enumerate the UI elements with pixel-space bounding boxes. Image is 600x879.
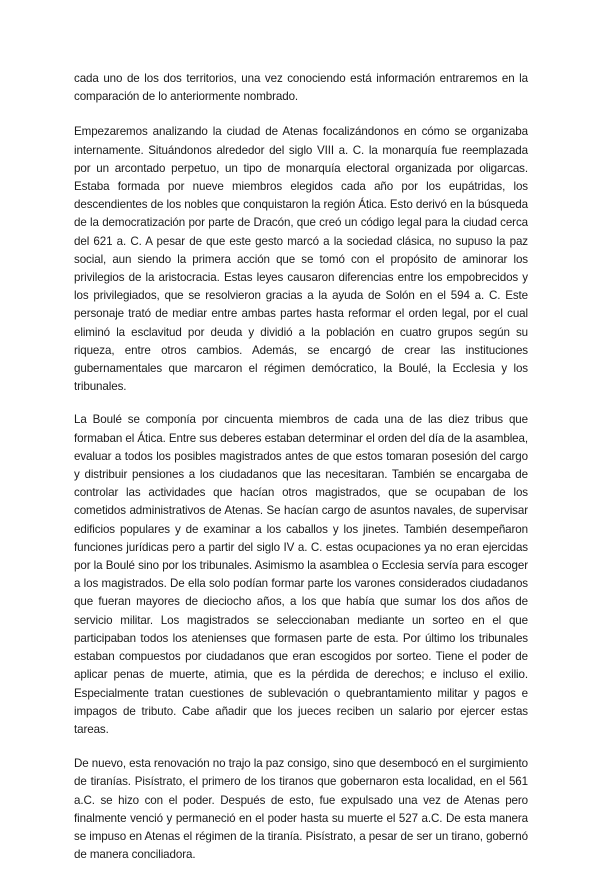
- paragraph-boule-ecclesia-tribunales: La Boulé se componía por cincuenta miembros de cada una de las diez tribus que formaban el Ática. Entre sus deberes estaban determinar el orden del día de la asamblea, evaluar a todos los posibles magistrados antes de que estos tomaran posesión del cargo y distribuir pensiones a los ciudadanos que las necesitaran. También se encargaba de controlar las actividades que hacían otros magistrados, que se ocupaban de los cometidos administrativos de Atenas. Se hacían cargo de asuntos navales, de supervisar edificios populares y de examinar a los caballos y los jinetes. También desempeñaron funciones jurídicas pero a partir del siglo IV a. C. estas ocupaciones ya no eran ejercidas por la Boulé sino por los tribunales. Asimismo la asamblea o Ecclesia servía para escoger a los magistrados. De ella solo podían formar parte los varones considerados ciudadanos que fueran mayores de dieciocho años, a los que había que sumar los dos años de servicio militar. Los magistrados se seleccionaban mediante un sorteo en el que participaban todos los atenienses que formasen parte de esta. Por último los tribunales estaban compuestos por ciudadanos que eran escogidos por sorteo. Tiene el poder de aplicar penas de muerte, atimia, que es la pérdida de derechos; e incluso el exilio. Especialmente tratan cuestiones de sublevación o quebrantamiento militar y pagos e impagos de tributo. Cabe añadir que los jueces reciben un salario por ejercer estas tareas.: [74, 413, 528, 736]
- document-page: [74, 70, 528, 879]
- paragraph-tiranias: De nuevo, esta renovación no trajo la paz consigo, sino que desembocó en el surgimiento de tiranías. Pisístrato, el primero de los tiranos que gobernaron esta localidad, en el 561 a.C. se hizo con el poder. Después de esto, fue expulsado una vez de Atenas pero finalmente venció y permaneció en el poder hasta su muerte el 527 a.C. De esta manera se impuso en Atenas el régimen de la tiranía. Pisístrato, a pesar de ser un tirano, gobernó de manera conciliadora.: [74, 757, 528, 862]
- paragraph-atenas-organizacion: Empezaremos analizando la ciudad de Atenas focalizándonos en cómo se organizaba internamente. Situándonos alrededor del siglo VIII a. C. la monarquía fue reemplazada por un arcontado perpetuo, un tipo de monarquía electoral organizada por oligarcas. Estaba formada por nueve miembros elegidos cada año por los eupátridas, los descendientes de los nobles que conquistaron la región Ática. Esto derivó en la búsqueda de la democratización por parte de Dracón, que creó un código legal para la ciudad cerca del 621 a. C. A pesar de que este gesto marcó a la sociedad clásica, no supuso la paz social, aun siendo la primera acción que se tomó con el propósito de aminorar los privilegios de la aristocracia. Estas leyes causaron diferencias entre los empobrecidos y los privilegiados, que se resolvieron gracias a la ayuda de Solón en el 594 a. C. Este personaje trató de mediar entre ambas partes hasta reformar el orden legal, por el cual eliminó la esclavitud por deuda y dividió a la población en cuatro grupos según su riqueza, entre otros cambios. Además, se encargó de crear las instituciones gubernamentales que marcaron el régimen demócratico, la Boulé, la Ecclesia y los tribunales.: [74, 125, 528, 394]
- paragraph-intro: cada uno de los dos territorios, una vez conociendo está información entraremos en la comparación de lo anteriormente nombrado.: [74, 72, 528, 104]
